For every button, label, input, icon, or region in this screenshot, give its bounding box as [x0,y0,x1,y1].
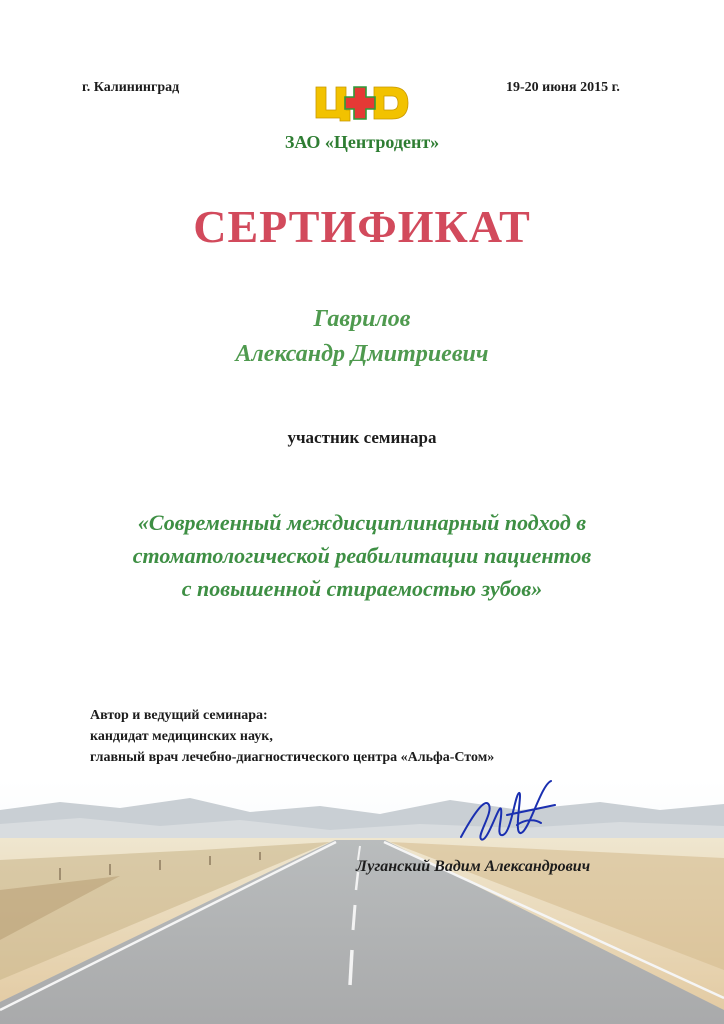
seminar-title-line-2: стоматологической реабилитации пациентов [132,543,592,568]
signature [455,775,565,850]
road-landscape-image [0,780,724,1024]
seminar-title-line-1: «Современный междисциплинарный подход в [137,510,587,535]
date: 19-20 июня 2015 г. [506,80,620,95]
certificate-title: СЕРТИФИКАТ [193,201,531,252]
author-line-3: главный врач лечебно-диагностического центра «Альфа-Стом» [90,750,495,765]
signer-name: Луганский Вадим Александрович [356,858,591,875]
centrodent-logo-icon [312,84,412,122]
seminar-title-line-3: с повышенной стираемостью зубов» [181,576,543,601]
recipient-given-names: Александр Дмитриевич [235,341,489,367]
recipient-surname: Гаврилов [313,306,411,332]
author-line-2: кандидат медицинских наук, [90,729,273,744]
company-name: ЗАО «Центродент» [284,132,440,152]
city: г. Калининград [82,80,180,95]
author-line-1: Автор и ведущий семинара: [90,708,268,723]
participant-label: участник семинара [287,428,437,447]
